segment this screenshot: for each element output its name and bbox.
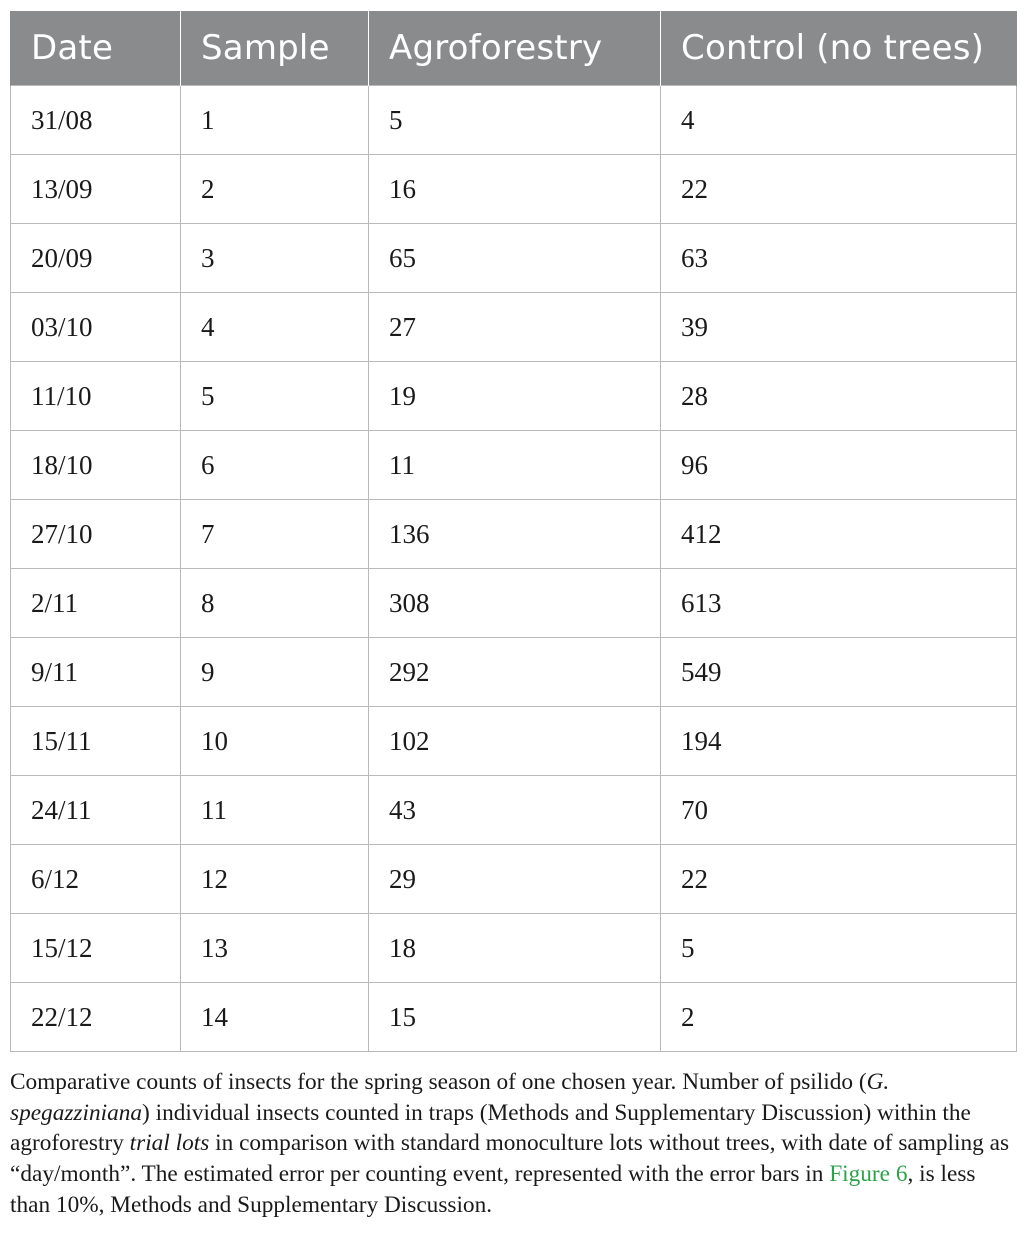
header-sample: Sample <box>181 11 369 86</box>
table-row <box>11 638 1017 707</box>
cell-control: 96 <box>661 431 1017 500</box>
table-row <box>11 776 1017 845</box>
cell-agroforestry: 292 <box>369 638 661 707</box>
cell-control: 194 <box>661 707 1017 776</box>
cell-sample: 5 <box>181 362 369 431</box>
cell-control: 22 <box>661 845 1017 914</box>
cell-sample: 12 <box>181 845 369 914</box>
table-row <box>11 224 1017 293</box>
cell-control: 28 <box>661 362 1017 431</box>
table-row <box>11 845 1017 914</box>
cell-agroforestry: 43 <box>369 776 661 845</box>
cell-control: 39 <box>661 293 1017 362</box>
cell-sample: 14 <box>181 983 369 1052</box>
cell-date: 2/11 <box>11 569 181 638</box>
cell-sample: 6 <box>181 431 369 500</box>
caption-trial-lots: trial lots <box>129 1130 210 1157</box>
cell-sample: 9 <box>181 638 369 707</box>
header-row <box>11 11 1017 86</box>
cell-date: 03/10 <box>11 293 181 362</box>
table-row <box>11 500 1017 569</box>
cell-date: 11/10 <box>11 362 181 431</box>
cell-date: 18/10 <box>11 431 181 500</box>
cell-agroforestry: 18 <box>369 914 661 983</box>
cell-agroforestry: 102 <box>369 707 661 776</box>
cell-agroforestry: 19 <box>369 362 661 431</box>
cell-sample: 1 <box>181 86 369 155</box>
table-row <box>11 86 1017 155</box>
cell-control: 2 <box>661 983 1017 1052</box>
cell-control: 70 <box>661 776 1017 845</box>
cell-control: 412 <box>661 500 1017 569</box>
figure-6-link[interactable]: Figure 6 <box>829 1161 908 1188</box>
cell-date: 24/11 <box>11 776 181 845</box>
caption-text: in comparison with standard monoculture lots without trees, with date of sampling as “day/month”. The estimated error per counting event, represented with the error bars in <box>10 1130 1010 1188</box>
header-control: Control (no trees) <box>661 11 1017 86</box>
table-row <box>11 983 1017 1052</box>
cell-sample: 10 <box>181 707 369 776</box>
cell-date: 15/11 <box>11 707 181 776</box>
cell-date: 27/10 <box>11 500 181 569</box>
table-row <box>11 431 1017 500</box>
cell-date: 31/08 <box>11 86 181 155</box>
caption-text: Comparative counts of insects for the spring season of one chosen year. Number of psilido ( <box>10 1069 867 1095</box>
cell-date: 9/11 <box>11 638 181 707</box>
cell-agroforestry: 308 <box>369 569 661 638</box>
data-table-container <box>10 11 1016 1052</box>
caption-text: , is less than 10%, Methods and Supplementary Discussion. <box>10 1161 976 1218</box>
cell-date: 20/09 <box>11 224 181 293</box>
cell-sample: 11 <box>181 776 369 845</box>
cell-sample: 13 <box>181 914 369 983</box>
cell-agroforestry: 27 <box>369 293 661 362</box>
table-header <box>11 11 1017 86</box>
cell-control: 4 <box>661 86 1017 155</box>
table-row <box>11 569 1017 638</box>
cell-control: 5 <box>661 914 1017 983</box>
table-row <box>11 293 1017 362</box>
cell-agroforestry: 11 <box>369 431 661 500</box>
header-date: Date <box>11 11 181 86</box>
table-row <box>11 362 1017 431</box>
table-row <box>11 707 1017 776</box>
cell-sample: 4 <box>181 293 369 362</box>
cell-sample: 2 <box>181 155 369 224</box>
cell-control: 22 <box>661 155 1017 224</box>
cell-agroforestry: 16 <box>369 155 661 224</box>
caption-text: ) individual insects counted in traps (Methods and Supplementary Discussion) within the agroforestry <box>10 1099 971 1157</box>
cell-date: 13/09 <box>11 155 181 224</box>
cell-control: 549 <box>661 638 1017 707</box>
cell-agroforestry: 136 <box>369 500 661 569</box>
cell-control: 63 <box>661 224 1017 293</box>
caption-species-name: G. spegazziniana <box>10 1069 890 1126</box>
cell-control: 613 <box>661 569 1017 638</box>
table-caption <box>10 1067 1020 1221</box>
cell-sample: 7 <box>181 500 369 569</box>
cell-date: 22/12 <box>11 983 181 1052</box>
cell-sample: 3 <box>181 224 369 293</box>
header-agroforestry: Agroforestry <box>369 11 661 86</box>
cell-agroforestry: 15 <box>369 983 661 1052</box>
insect-counts-table <box>10 11 1017 1052</box>
cell-agroforestry: 29 <box>369 845 661 914</box>
cell-agroforestry: 65 <box>369 224 661 293</box>
cell-date: 6/12 <box>11 845 181 914</box>
cell-agroforestry: 5 <box>369 86 661 155</box>
table-row <box>11 914 1017 983</box>
cell-sample: 8 <box>181 569 369 638</box>
table-row <box>11 155 1017 224</box>
cell-date: 15/12 <box>11 914 181 983</box>
table-body <box>11 86 1017 1052</box>
